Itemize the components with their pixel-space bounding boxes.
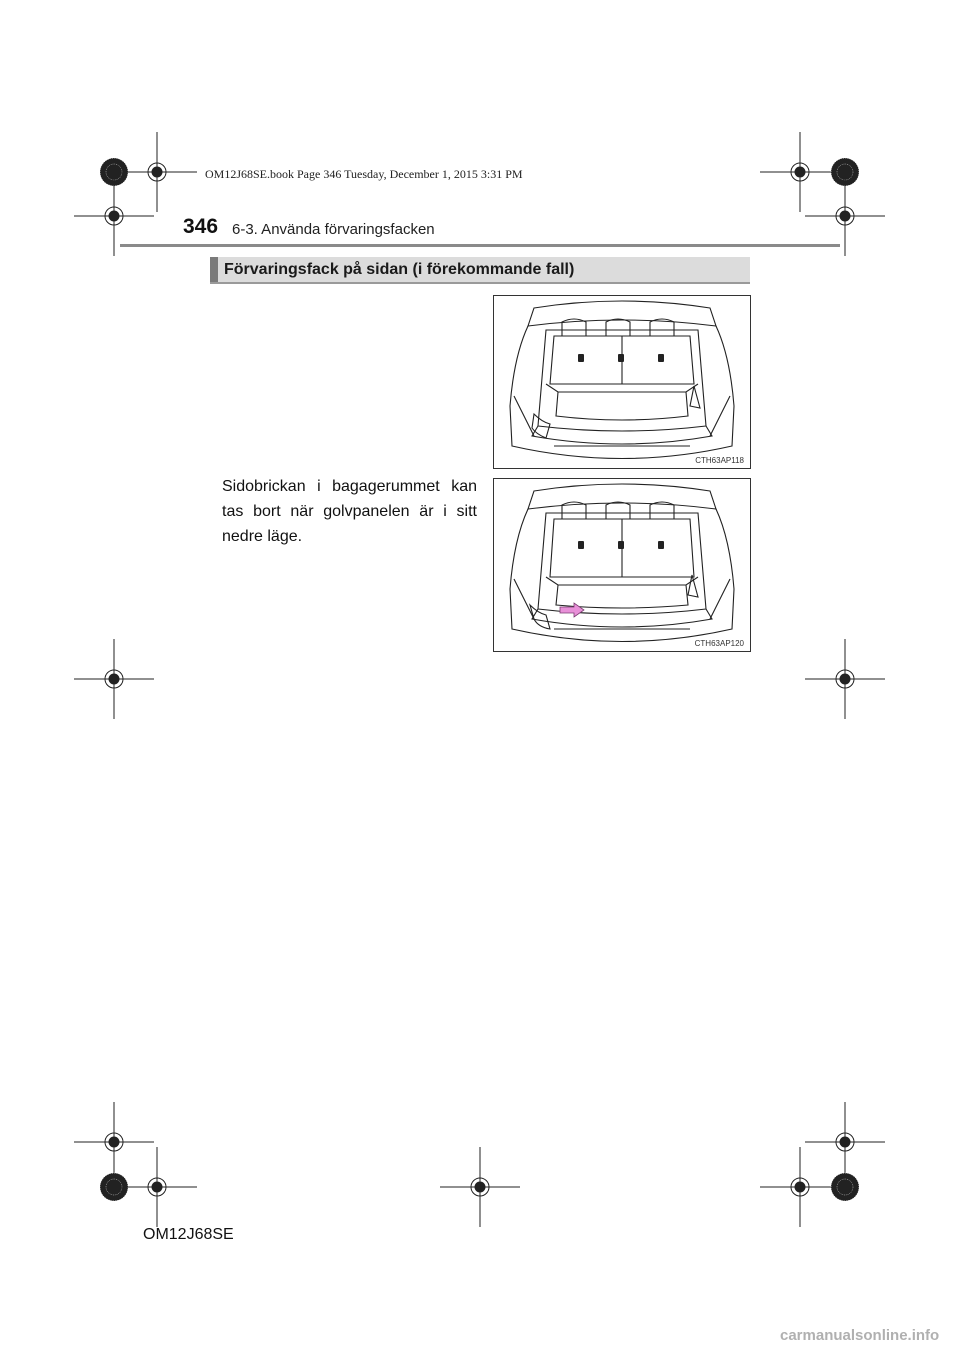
- section-title: Förvaringsfack på sidan (i förekommande fall): [224, 261, 575, 278]
- registration-cross-icon: [74, 176, 154, 256]
- footer-manual-code: OM12J68SE: [143, 1226, 234, 1243]
- sunburst-mark-icon: [831, 1173, 859, 1201]
- registration-cross-icon: [805, 639, 885, 719]
- watermark: carmanualsonline.info: [780, 1327, 940, 1344]
- registration-cross-icon: [805, 1102, 885, 1182]
- registration-cross-icon: [74, 639, 154, 719]
- registration-cross-icon: [760, 132, 840, 212]
- figure-code: CTH63AP118: [695, 456, 744, 465]
- registration-cross-icon: [117, 132, 197, 212]
- running-head: 6-3. Använda förvaringsfacken: [232, 221, 435, 238]
- body-paragraph: Sidobrickan i bagagerummet kan tas bort när golvpanelen är i sitt nedre läge.: [222, 478, 477, 545]
- registration-cross-icon: [760, 1147, 840, 1227]
- registration-cross-icon: [117, 1147, 197, 1227]
- figure-code: CTH63AP120: [694, 639, 744, 648]
- page-number: 346: [183, 215, 219, 238]
- registration-cross-icon: [74, 1102, 154, 1182]
- registration-cross-icon: [440, 1147, 520, 1227]
- registration-cross-icon: [805, 176, 885, 256]
- print-slug: OM12J68SE.book Page 346 Tuesday, December 1, 2015 3:31 PM: [205, 167, 523, 181]
